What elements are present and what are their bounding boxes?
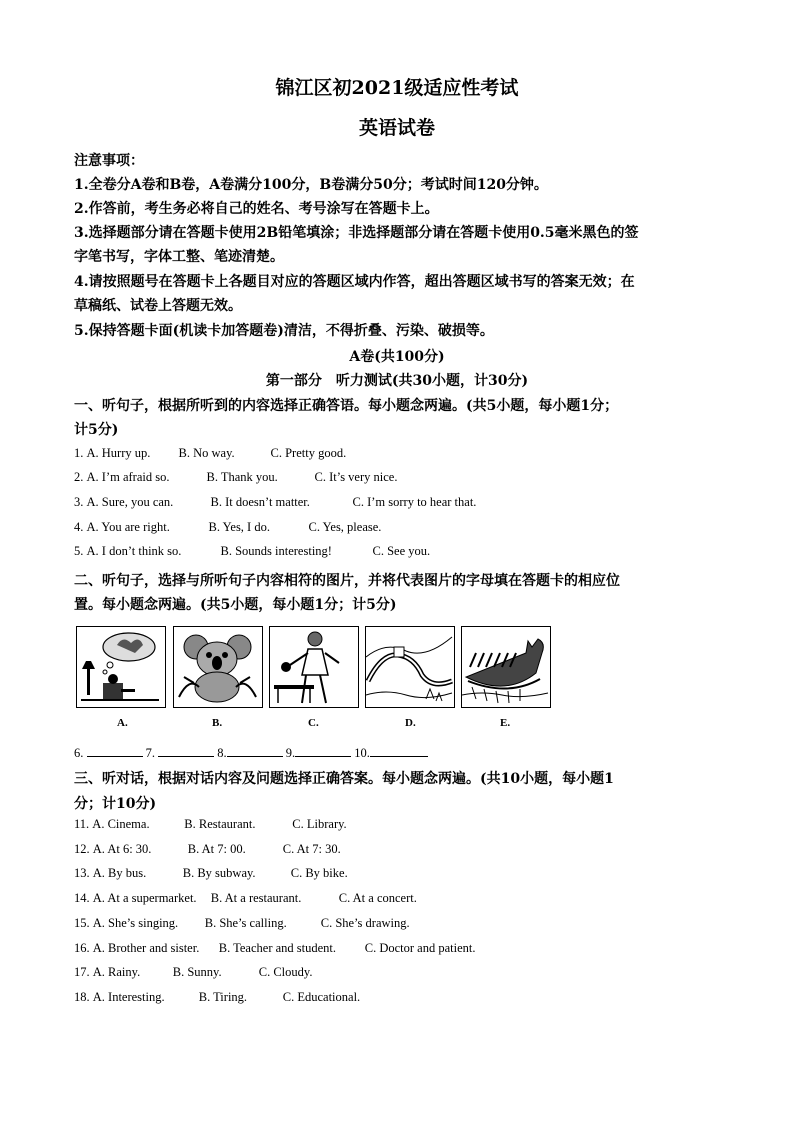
question-item: 1. A. Hurry up. B. No way. C. Pretty good. bbox=[74, 446, 347, 460]
option-a: A. I don’t think so. bbox=[86, 544, 182, 558]
option-a: A. Brother and sister. bbox=[92, 941, 200, 955]
notice-line: 1.全卷分A卷和B卷，A卷满分100分，B卷满分50分；考试时间120分钟。 bbox=[74, 177, 548, 193]
section3-heading: 三、听对话，根据对话内容及问题选择正确答案。每小题念两遍。(共10小题，每小题1 bbox=[74, 771, 614, 787]
option-c: C. At a concert. bbox=[338, 891, 417, 905]
exam-subtitle: 英语试卷 bbox=[358, 117, 435, 139]
option-b: B. At 7: 00. bbox=[187, 842, 246, 856]
option-b: B. At a restaurant. bbox=[210, 891, 302, 905]
option-c: C. Doctor and patient. bbox=[364, 941, 476, 955]
answer-blank-8[interactable] bbox=[227, 744, 283, 757]
notice-line: 4.请按照题号在答题卡上各题目对应的答题区域内作答，超出答题区域书写的答案无效；在 bbox=[74, 274, 635, 290]
option-b: B. Teacher and student. bbox=[218, 941, 337, 955]
picture-d-great-wall-image bbox=[365, 626, 455, 708]
option-a: A. At a supermarket. bbox=[92, 891, 197, 905]
question-item: 12. A. At 6: 30. B. At 7: 00. C. At 7: 30. bbox=[74, 842, 341, 856]
picture-label: D. bbox=[405, 717, 416, 729]
option-b: B. Sunny. bbox=[172, 965, 222, 979]
option-c: C. Cloudy. bbox=[258, 965, 313, 979]
option-c: C. It’s very nice. bbox=[314, 470, 398, 484]
picture-b-koala-image bbox=[173, 626, 263, 708]
option-a: A. Cinema. bbox=[92, 817, 150, 831]
section1-heading-cont: 计5分) bbox=[74, 422, 119, 438]
question-item: 3. A. Sure, you can. B. It doesn’t matter. C. I’m sorry to hear that. bbox=[74, 495, 477, 509]
option-c: C. Yes, please. bbox=[308, 520, 382, 534]
option-c: C. Library. bbox=[292, 817, 347, 831]
option-b: B. Yes, I do. bbox=[208, 520, 270, 534]
option-c: C. I’m sorry to hear that. bbox=[352, 495, 477, 509]
answer-blanks-row: 6. 7. 8. 9. 10. bbox=[74, 744, 428, 761]
paper-a-heading: A卷(共100分) bbox=[349, 349, 445, 365]
section2-heading: 二、听句子，选择与所听句子内容相符的图片，并将代表图片的字母填在答题卡的相应位 bbox=[74, 573, 620, 589]
answer-blank-10[interactable] bbox=[370, 744, 428, 757]
option-c: C. By bike. bbox=[290, 866, 348, 880]
picture-label: C. bbox=[308, 717, 319, 729]
picture-a-daydream-image bbox=[76, 626, 166, 708]
option-a: A. You are right. bbox=[86, 520, 170, 534]
question-item: 16. A. Brother and sister. B. Teacher and student. C. Doctor and patient. bbox=[74, 941, 476, 955]
option-a: A. At 6: 30. bbox=[92, 842, 152, 856]
option-c: C. Pretty good. bbox=[270, 446, 347, 460]
answer-blank-9[interactable] bbox=[295, 744, 351, 757]
option-a: A. Rainy. bbox=[92, 965, 141, 979]
picture-label: B. bbox=[212, 717, 223, 729]
option-b: B. Thank you. bbox=[206, 470, 278, 484]
notice-line: 3.选择题部分请在答题卡使用2B铅笔填涂；非选择题部分请在答题卡使用0.5毫米黑色的签 bbox=[74, 225, 639, 241]
notice-line: 2.作答前，考生务必将自己的姓名、考号涂写在答题卡上。 bbox=[74, 201, 439, 217]
question-item: 13. A. By bus. B. By subway. C. By bike. bbox=[74, 866, 348, 880]
option-b: B. Tiring. bbox=[198, 990, 248, 1004]
option-a: A. By bus. bbox=[92, 866, 147, 880]
option-b: B. Restaurant. bbox=[184, 817, 256, 831]
question-item: 15. A. She’s singing. B. She’s calling. C. She’s drawing. bbox=[74, 916, 410, 930]
option-c: C. At 7: 30. bbox=[282, 842, 341, 856]
picture-e-dragon-boat-image bbox=[461, 626, 551, 708]
section1-heading: 一、听句子，根据所听到的内容选择正确答语。每小题念两遍。(共5小题，每小题1分； bbox=[74, 398, 619, 414]
picture-label: A. bbox=[117, 717, 128, 729]
exam-title: 锦江区初2021级适应性考试 bbox=[275, 77, 519, 99]
option-c: C. See you. bbox=[372, 544, 431, 558]
picture-c-table-tennis-image bbox=[269, 626, 359, 708]
question-item: 2. A. I’m afraid so. B. Thank you. C. It’s very nice. bbox=[74, 470, 398, 484]
section3-heading-cont: 分；计10分) bbox=[74, 796, 157, 812]
option-a: A. Sure, you can. bbox=[86, 495, 174, 509]
option-b: B. She’s calling. bbox=[204, 916, 287, 930]
option-a: A. She’s singing. bbox=[92, 916, 179, 930]
option-b: B. It doesn’t matter. bbox=[210, 495, 310, 509]
answer-blank-7[interactable] bbox=[158, 744, 214, 757]
question-item: 4. A. You are right. B. Yes, I do. C. Yes, please. bbox=[74, 520, 382, 534]
option-a: A. Hurry up. bbox=[86, 446, 151, 460]
option-c: C. She’s drawing. bbox=[320, 916, 410, 930]
question-item: 5. A. I don’t think so. B. Sounds interesting! C. See you. bbox=[74, 544, 431, 558]
question-item: 18. A. Interesting. B. Tiring. C. Educational. bbox=[74, 990, 361, 1004]
notice-line: 5.保持答题卡面(机读卡加答题卷)清洁，不得折叠、污染、破损等。 bbox=[74, 323, 494, 339]
notice-heading: 注意事项： bbox=[74, 153, 144, 169]
picture-label: E. bbox=[500, 717, 511, 729]
notice-line: 草稿纸、试卷上答题无效。 bbox=[74, 298, 242, 314]
option-c: C. Educational. bbox=[282, 990, 361, 1004]
notice-line: 字笔书写，字体工整、笔迹清楚。 bbox=[74, 249, 284, 265]
option-a: A. I’m afraid so. bbox=[86, 470, 170, 484]
option-b: B. No way. bbox=[178, 446, 235, 460]
question-item: 11. A. Cinema. B. Restaurant. C. Library. bbox=[74, 817, 347, 831]
section2-heading-cont: 置。每小题念两遍。(共5小题，每小题1分；计5分) bbox=[74, 597, 397, 613]
option-a: A. Interesting. bbox=[92, 990, 165, 1004]
answer-blank-6[interactable] bbox=[87, 744, 143, 757]
part1-heading: 第一部分 听力测试(共30小题，计30分) bbox=[265, 373, 529, 389]
question-item: 17. A. Rainy. B. Sunny. C. Cloudy. bbox=[74, 965, 313, 979]
option-b: B. By subway. bbox=[182, 866, 256, 880]
option-b: B. Sounds interesting! bbox=[220, 544, 332, 558]
question-item: 14. A. At a supermarket. B. At a restaurant. C. At a concert. bbox=[74, 891, 417, 905]
